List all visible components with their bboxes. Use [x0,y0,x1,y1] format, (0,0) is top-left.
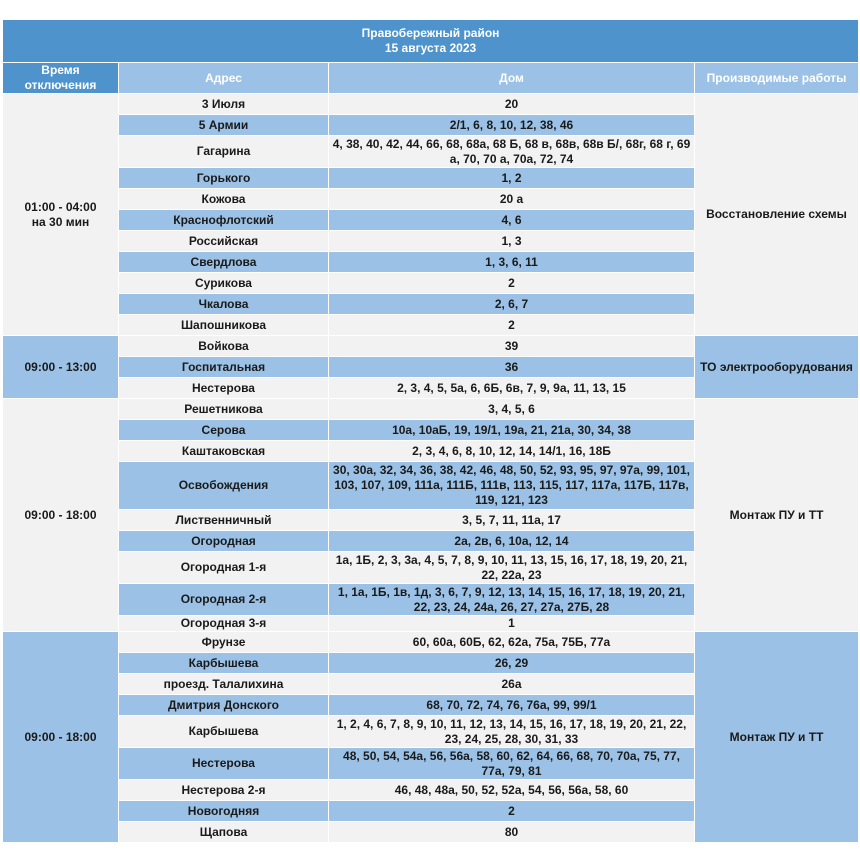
house-cell: 20 [329,94,695,115]
work-type: Монтаж ПУ и ТТ [695,632,859,843]
house-cell: 26, 29 [329,653,695,674]
house-cell: 2 [329,801,695,822]
house-cell: 1, 2 [329,168,695,189]
house-cell: 2 [329,273,695,294]
house-cell: 1 [329,616,695,632]
house-cell: 4, 6 [329,210,695,231]
table-row [3,94,859,115]
table-title [3,20,859,63]
outage-time-note: на 30 мин [31,214,90,229]
schedule-body [3,94,859,843]
house-cell: 1, 3 [329,231,695,252]
column-header-work: Производимые работы [695,63,859,94]
house-cell: 2, 3, 4, 5, 5а, 6, 6Б, 6в, 7, 9, 9а, 11, 13, 15 [329,378,695,399]
house-cell: 39 [329,336,695,357]
address-cell: Огородная 3-я [119,616,329,632]
address-cell: Огородная 1-я [119,552,329,584]
address-cell: 3 Июля [119,94,329,115]
address-cell: Нестерова [119,748,329,780]
outage-time-range: 01:00 - 04:00 [24,199,97,214]
address-cell: Каштаковская [119,441,329,462]
address-cell: Кожова [119,189,329,210]
address-cell: Дмитрия Донского [119,695,329,716]
address-cell: Карбышева [119,653,329,674]
column-header-time: Время отключения [3,63,119,94]
house-cell: 3, 4, 5, 6 [329,399,695,420]
outage-time-range: 09:00 - 13:00 [24,359,97,374]
schedule-date: 15 августа 2023 [384,41,477,55]
address-cell: Новогодняя [119,801,329,822]
address-cell: Свердлова [119,252,329,273]
address-cell: Горького [119,168,329,189]
work-type: ТО электрооборудования [695,336,859,399]
address-cell: Войкова [119,336,329,357]
address-cell: Огородная 2-я [119,584,329,616]
column-header-house: Дом [329,63,695,94]
address-cell: 5 Армии [119,115,329,136]
house-cell: 48, 50, 54, 54а, 56, 56а, 58, 60, 62, 64, 66, 68, 70, 70а, 75, 77, 77а, 79, 81 [329,748,695,780]
outage-schedule [2,19,858,843]
address-cell: Сурикова [119,273,329,294]
house-cell: 1, 3, 6, 11 [329,252,695,273]
address-cell: Решетникова [119,399,329,420]
address-cell: Гагарина [119,136,329,168]
address-cell: проезд. Талалихина [119,674,329,695]
house-cell: 10а, 10аБ, 19, 19/1, 19а, 21, 21а, 30, 34, 38 [329,420,695,441]
work-type: Монтаж ПУ и ТТ [695,399,859,632]
address-cell: Фрунзе [119,632,329,653]
outage-time-range: 09:00 - 18:00 [24,507,97,522]
house-cell: 1а, 1Б, 2, 3, 3а, 4, 5, 7, 8, 9, 10, 11, 13, 15, 16, 17, 18, 19, 20, 21, 22, 22а, 23 [329,552,695,584]
address-cell: Нестерова [119,378,329,399]
address-cell: Госпитальная [119,357,329,378]
house-cell: 80 [329,822,695,843]
house-cell: 68, 70, 72, 74, 76, 76а, 99, 99/1 [329,695,695,716]
address-cell: Российская [119,231,329,252]
outage-time [3,336,119,399]
address-cell: Карбышева [119,716,329,748]
work-type: Восстановление схемы [695,94,859,336]
house-cell: 3, 5, 7, 11, 11а, 17 [329,510,695,531]
house-cell: 1, 1а, 1Б, 1в, 1д, 3, 6, 7, 9, 12, 13, 14, 15, 16, 17, 18, 19, 20, 21, 22, 23, 24, 24а, 26, 27, 27а, 27Б, 28 [329,584,695,616]
house-cell: 26а [329,674,695,695]
outage-time [3,632,119,843]
address-cell: Освобождения [119,462,329,510]
house-cell: 2/1, 6, 8, 10, 12, 38, 46 [329,115,695,136]
house-cell: 30, 30а, 32, 34, 36, 38, 42, 46, 48, 50, 52, 93, 95, 97, 97а, 99, 101, 103, 107, 109, 111а, 111Б, 111в, 113, 115, 117, 117а, 117Б, 117в, 119, 121, 123 [329,462,695,510]
address-cell: Чкалова [119,294,329,315]
house-cell: 36 [329,357,695,378]
house-cell: 4, 38, 40, 42, 44, 66, 68, 68а, 68 Б, 68 в, 68в, 68в Б/, 68г, 68 г, 69 а, 70, 70 а, 70а, 72, 74 [329,136,695,168]
house-cell: 2, 3, 4, 6, 8, 10, 12, 14, 14/1, 16, 18Б [329,441,695,462]
outage-time [3,94,119,336]
house-cell: 2 [329,315,695,336]
house-cell: 46, 48, 48а, 50, 52, 52а, 54, 56, 56а, 58, 60 [329,780,695,801]
table-row [3,336,859,357]
address-cell: Шапошникова [119,315,329,336]
address-cell: Щапова [119,822,329,843]
address-cell: Лиственничный [119,510,329,531]
address-cell: Огородная [119,531,329,552]
address-cell: Краснофлотский [119,210,329,231]
outage-time [3,399,119,632]
address-cell: Серова [119,420,329,441]
outage-time-range: 09:00 - 18:00 [24,729,97,744]
address-cell: Нестерова 2-я [119,780,329,801]
district-name: Правобережный район [361,26,500,40]
column-header-row [3,63,859,94]
column-header-address: Адрес [119,63,329,94]
table-row [3,632,859,653]
house-cell: 1, 2, 4, 6, 7, 8, 9, 10, 11, 12, 13, 14, 15, 16, 17, 18, 19, 20, 21, 22, 23, 24, 25, 28, 30, 31, 33 [329,716,695,748]
house-cell: 60, 60а, 60Б, 62, 62а, 75а, 75Б, 77а [329,632,695,653]
house-cell: 20 а [329,189,695,210]
house-cell: 2а, 2в, 6, 10а, 12, 14 [329,531,695,552]
schedule-table [2,19,859,843]
title-row [3,20,859,63]
table-row [3,399,859,420]
house-cell: 2, 6, 7 [329,294,695,315]
